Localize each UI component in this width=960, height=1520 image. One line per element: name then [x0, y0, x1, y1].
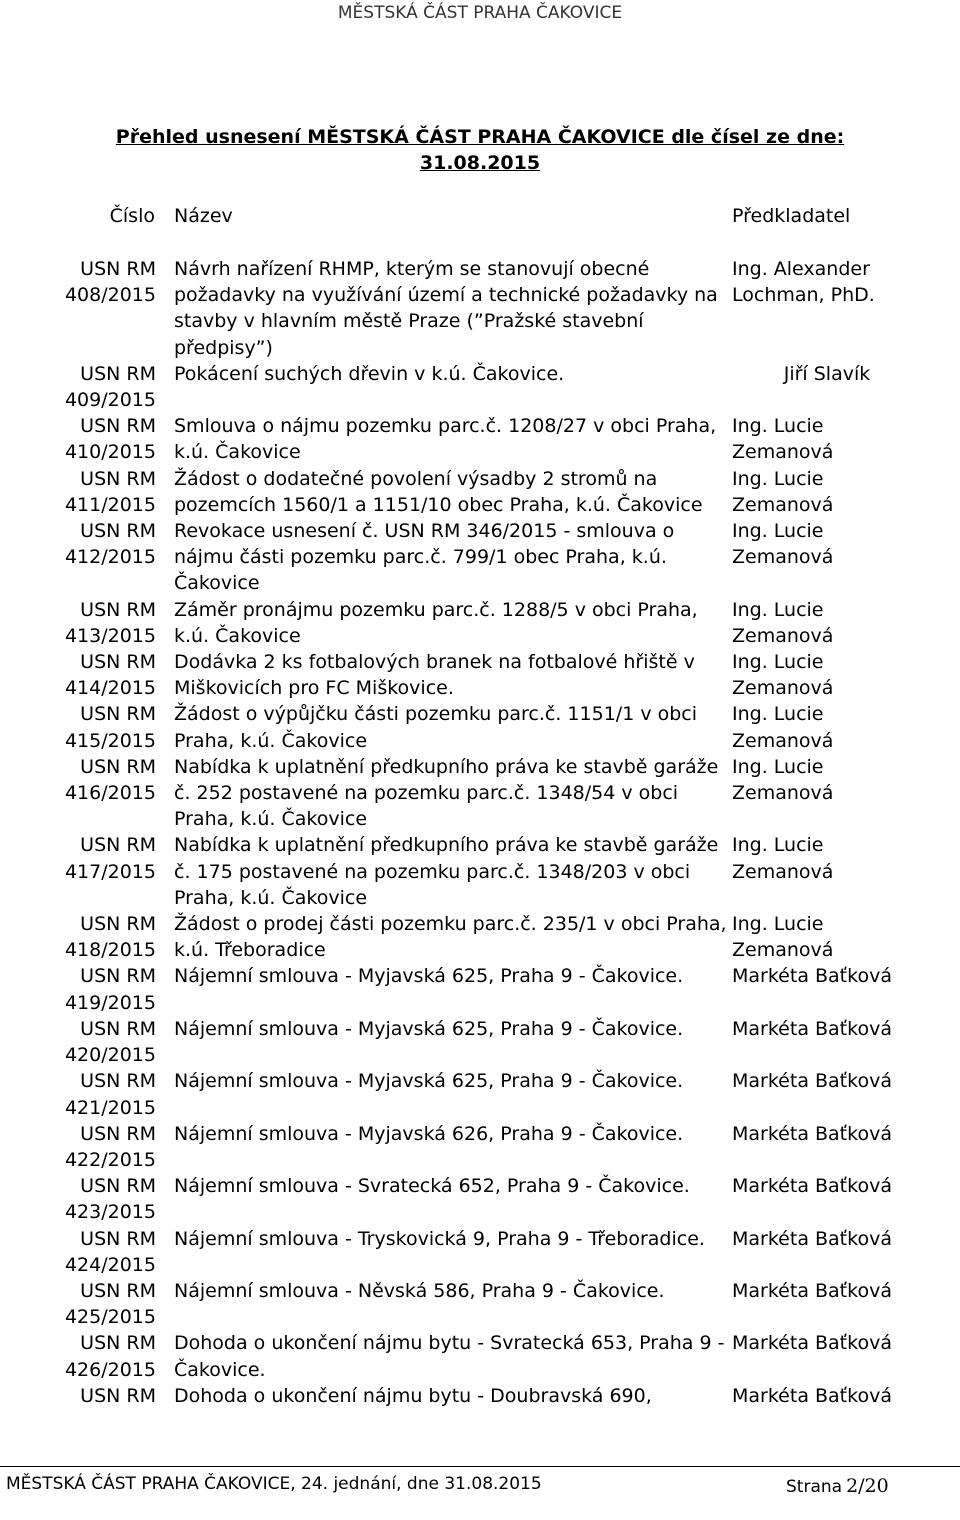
table-row — [40, 597, 922, 649]
resolution-number-id: 412/2015 — [64, 546, 156, 569]
resolution-proposer: Markéta Baťková — [732, 1175, 892, 1198]
resolution-number — [40, 701, 174, 753]
table-row — [40, 1173, 922, 1225]
resolution-number — [40, 1121, 174, 1173]
resolution-number-prefix: USN RM — [80, 258, 156, 280]
resolution-number-id: 425/2015 — [64, 1306, 156, 1329]
resolution-number-id: 418/2015 — [64, 939, 156, 962]
page-header: MĚSTSKÁ ČÁST PRAHA ČAKOVICE — [337, 3, 623, 23]
resolution-title: Revokace usnesení č. USN RM 346/2015 - smlouva o nájmu části pozemku parc.č. 799/1 obec Praha, k.ú. Čakovice — [174, 520, 675, 595]
table-row — [40, 1226, 922, 1278]
resolution-number-prefix: USN RM — [80, 1227, 156, 1250]
resolution-proposer: Ing. Alexander Lochman, PhD. — [732, 258, 875, 307]
table-row — [40, 1278, 922, 1330]
resolution-proposer: Markéta Baťková — [732, 1122, 892, 1145]
resolution-proposer: Markéta Baťková — [732, 1017, 892, 1040]
resolution-number — [40, 518, 174, 597]
resolution-title: Nájemní smlouva - Myjavská 625, Praha 9 - Čakovice. — [174, 1070, 684, 1093]
table-row — [40, 754, 922, 833]
resolution-number — [40, 911, 174, 963]
column-header-number: Číslo — [109, 205, 155, 227]
resolution-number — [40, 256, 174, 361]
resolution-title: Žádost o dodatečné povolení výsadby 2 stromů na pozemcích 1560/1 a 1151/10 obec Praha, k.ú. Čakovice — [174, 467, 703, 516]
resolution-number-prefix: USN RM — [80, 1332, 156, 1355]
resolution-title: Žádost o prodej části pozemku parc.č. 235/1 v obci Praha, k.ú. Třeboradice — [174, 913, 727, 962]
resolution-number-id: 420/2015 — [64, 1044, 156, 1067]
resolution-number — [40, 1068, 174, 1120]
resolution-number — [40, 754, 174, 833]
resolution-number-prefix: USN RM — [80, 965, 156, 988]
resolution-number-prefix: USN RM — [80, 703, 156, 726]
resolution-proposer: Markéta Baťková — [732, 1279, 892, 1302]
resolution-number-id: 413/2015 — [64, 624, 156, 647]
table-row — [40, 1330, 922, 1382]
resolution-number-id: 415/2015 — [64, 729, 156, 752]
resolution-number — [40, 1226, 174, 1278]
resolution-number — [40, 1330, 174, 1382]
resolution-proposer: Ing. Lucie Zemanová — [732, 651, 834, 700]
resolution-proposer: Markéta Baťková — [732, 1227, 892, 1250]
resolution-number — [40, 597, 174, 649]
resolution-title: Nabídka k uplatnění předkupního práva ke stavbě garáže č. 252 postavené na pozemku parc.č. 1348/54 v obci Praha, k.ú. Čakovice — [174, 755, 719, 831]
resolution-number — [40, 1173, 174, 1225]
resolution-number-prefix: USN RM — [80, 913, 156, 936]
resolution-title: Smlouva o nájmu pozemku parc.č. 1208/27 v obci Praha, k.ú. Čakovice — [174, 415, 717, 464]
resolution-number — [40, 832, 174, 911]
resolution-number-id: 410/2015 — [64, 441, 156, 464]
table-row — [40, 413, 922, 465]
resolution-title: Žádost o výpůjčku části pozemku parc.č. 1151/1 v obci Praha, k.ú. Čakovice — [174, 703, 698, 752]
footer-meeting-info: MĚSTSKÁ ČÁST PRAHA ČAKOVICE, 24. jednání, dne 31.08.2015 — [6, 1474, 542, 1494]
table-row — [40, 911, 922, 963]
resolution-number-prefix: USN RM — [80, 755, 156, 778]
resolution-number-id: 419/2015 — [64, 991, 156, 1014]
resolution-number-prefix: USN RM — [80, 598, 156, 621]
resolution-title: Pokácení suchých dřevin v k.ú. Čakovice. — [174, 362, 565, 385]
resolution-proposer: Markéta Baťková — [732, 965, 892, 988]
resolution-proposer: Ing. Lucie Zemanová — [732, 415, 834, 464]
resolution-number-id: 411/2015 — [64, 493, 156, 516]
resolution-number — [40, 649, 174, 701]
resolution-number-id: 414/2015 — [64, 677, 156, 700]
resolution-proposer: Ing. Lucie Zemanová — [732, 703, 834, 752]
resolution-number-id: 409/2015 — [64, 389, 156, 412]
column-header-name: Název — [174, 205, 233, 227]
resolutions-table — [40, 256, 922, 1409]
resolution-number-id: 422/2015 — [64, 1148, 156, 1171]
table-row — [40, 1383, 922, 1409]
footer-page-info — [786, 1473, 889, 1500]
resolution-title: Nájemní smlouva - Myjavská 625, Praha 9 - Čakovice. — [174, 965, 684, 988]
resolution-proposer: Ing. Lucie Zemanová — [732, 467, 834, 516]
resolution-title: Nájemní smlouva - Myjavská 625, Praha 9 - Čakovice. — [174, 1017, 684, 1040]
column-header-proposer: Předkladatel — [732, 205, 851, 227]
resolution-title: Návrh nařízení RHMP, kterým se stanovují obecné požadavky na využívání území a technické požadavky na stavby v hlavním městě Praze (”Pražské stavební předpisy”) — [174, 258, 718, 359]
resolution-number — [40, 1383, 174, 1409]
table-row — [40, 1016, 922, 1068]
document-title: Přehled usnesení MĚSTSKÁ ČÁST PRAHA ČAKOVICE dle čísel ze dne: — [115, 126, 845, 148]
document-date: 31.08.2015 — [419, 152, 541, 174]
table-row — [40, 649, 922, 701]
resolution-number-prefix: USN RM — [80, 834, 156, 857]
resolution-title: Dohoda o ukončení nájmu bytu - Svratecká 653, Praha 9 - Čakovice. — [174, 1332, 725, 1381]
resolution-number-id: 417/2015 — [64, 860, 156, 883]
resolution-proposer: Ing. Lucie Zemanová — [732, 520, 834, 569]
resolution-number — [40, 963, 174, 1015]
resolution-number-prefix: USN RM — [80, 1384, 156, 1407]
resolution-number-id: 408/2015 — [64, 284, 156, 307]
resolution-proposer: Jiří Slavík — [783, 362, 871, 385]
footer-page-number: 2/20 — [846, 1475, 889, 1497]
table-row — [40, 518, 922, 597]
resolution-number-prefix: USN RM — [80, 1122, 156, 1145]
resolution-number-id: 424/2015 — [64, 1253, 156, 1276]
resolution-title: Záměr pronájmu pozemku parc.č. 1288/5 v obci Praha, k.ú. Čakovice — [174, 598, 698, 647]
table-row — [40, 701, 922, 753]
resolution-number-prefix: USN RM — [80, 467, 156, 490]
table-row — [40, 1121, 922, 1173]
table-row — [40, 466, 922, 518]
resolution-number — [40, 1278, 174, 1330]
resolution-number-prefix: USN RM — [80, 1070, 156, 1093]
resolution-number-prefix: USN RM — [80, 362, 156, 385]
table-row — [40, 1068, 922, 1120]
resolution-number-id: 423/2015 — [64, 1201, 156, 1224]
resolution-proposer: Markéta Baťková — [732, 1332, 892, 1355]
resolution-number — [40, 1016, 174, 1068]
resolution-number-prefix: USN RM — [80, 1175, 156, 1198]
resolution-proposer: Ing. Lucie Zemanová — [732, 598, 834, 647]
page-footer — [0, 1466, 960, 1520]
column-headers — [0, 203, 960, 229]
resolution-title: Nájemní smlouva - Svratecká 652, Praha 9 - Čakovice. — [174, 1175, 690, 1198]
resolution-number-id: 416/2015 — [64, 782, 156, 805]
resolution-title: Nájemní smlouva - Něvská 586, Praha 9 - Čakovice. — [174, 1279, 665, 1302]
resolution-number-id: 426/2015 — [64, 1358, 156, 1381]
resolution-number-prefix: USN RM — [80, 651, 156, 674]
resolution-number-prefix: USN RM — [80, 415, 156, 438]
resolution-number — [40, 413, 174, 465]
resolution-proposer: Markéta Baťková — [732, 1070, 892, 1093]
resolution-title: Nájemní smlouva - Tryskovická 9, Praha 9 - Třeboradice. — [174, 1227, 705, 1250]
resolution-title: Dohoda o ukončení nájmu bytu - Doubravská 690, — [174, 1384, 652, 1407]
footer-page-label: Strana — [786, 1477, 843, 1497]
resolution-number — [40, 466, 174, 518]
resolution-title: Nabídka k uplatnění předkupního práva ke stavbě garáže č. 175 postavené na pozemku parc.č. 1348/203 v obci Praha, k.ú. Čakovice — [174, 834, 719, 909]
resolution-proposer: Ing. Lucie Zemanová — [732, 755, 834, 805]
resolution-number — [40, 361, 174, 413]
table-row — [40, 963, 922, 1015]
table-row — [40, 256, 922, 361]
table-row — [40, 832, 922, 911]
resolution-number-prefix: USN RM — [80, 520, 156, 543]
resolution-title: Dodávka 2 ks fotbalových branek na fotbalové hřiště v Miškovicích pro FC Miškovice. — [174, 651, 695, 700]
resolution-proposer: Ing. Lucie Zemanová — [732, 913, 834, 962]
resolutions-table-body — [40, 256, 922, 1409]
resolution-title: Nájemní smlouva - Myjavská 626, Praha 9 - Čakovice. — [174, 1122, 684, 1145]
resolution-number-prefix: USN RM — [80, 1017, 156, 1040]
resolution-number-id: 421/2015 — [64, 1096, 156, 1119]
resolution-number-prefix: USN RM — [80, 1279, 156, 1302]
table-row — [40, 361, 922, 413]
resolution-proposer: Ing. Lucie Zemanová — [732, 834, 834, 883]
resolution-proposer: Markéta Baťková — [732, 1384, 892, 1407]
